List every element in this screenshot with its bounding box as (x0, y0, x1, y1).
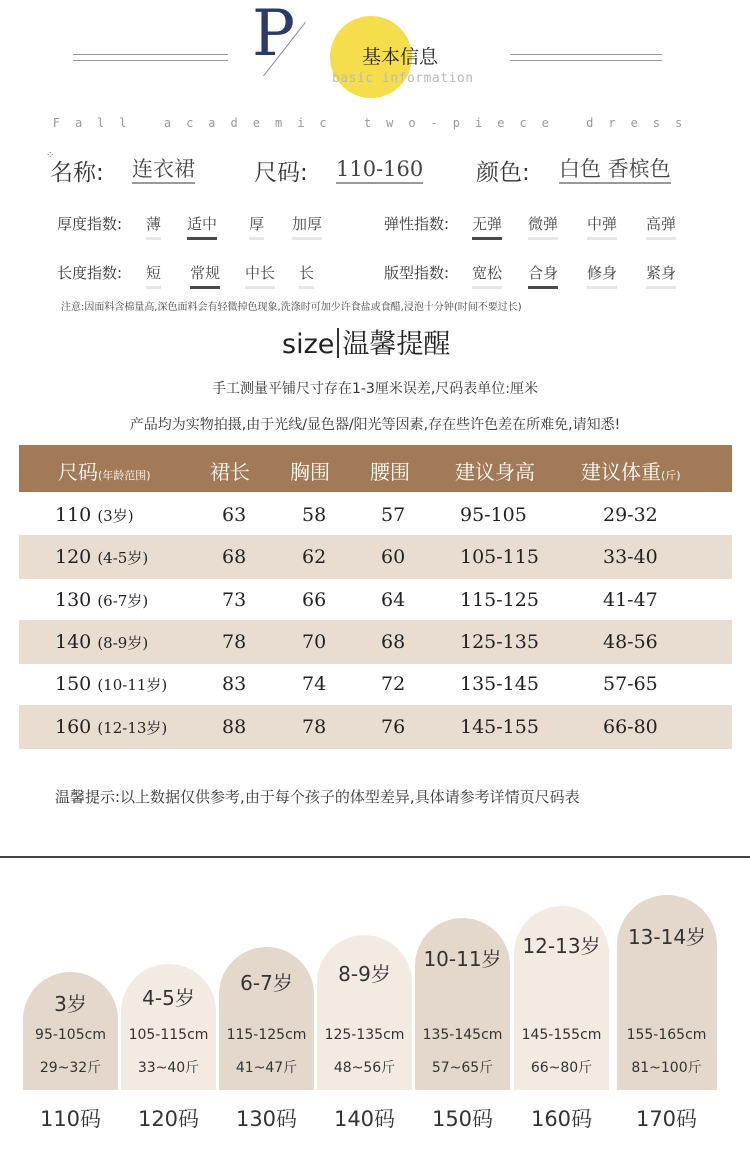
cell-size-code: 110 (55, 504, 92, 526)
fit-option: 修身 (587, 262, 617, 289)
header-line-right-top (510, 54, 662, 55)
cell-length: 68 (222, 546, 247, 568)
color-label: 颜色: (476, 160, 530, 186)
arch-age: 3岁 (54, 992, 87, 1016)
elasticity-option: 中弹 (587, 213, 617, 240)
cell-waist: 68 (381, 631, 406, 653)
size-code-label: 120码 (137, 1107, 200, 1131)
arch-age: 12-13岁 (522, 934, 601, 958)
cell-weight: 48-56 (603, 631, 658, 653)
cell-age: (12-13岁) (97, 719, 168, 737)
cell-height: 125-135 (460, 631, 539, 653)
elasticity-option: 高弹 (646, 213, 676, 240)
cell-size-code: 130 (55, 589, 92, 611)
section-divider (0, 856, 750, 858)
cell-size-code: 160 (55, 716, 92, 738)
thickness-option: 加厚 (292, 213, 322, 240)
cell-height: 95-105 (460, 504, 527, 526)
cell-length: 78 (222, 631, 247, 653)
arch-height: 135-145cm (422, 1027, 503, 1043)
header-waist: 腰围 (370, 460, 410, 484)
thickness-option: 厚 (249, 213, 264, 240)
size-heading-right: 温馨提醒 (342, 329, 451, 360)
cell-age: (8-9岁) (97, 634, 149, 652)
cell-waist: 72 (381, 673, 406, 695)
arch-weight: 48~56斤 (333, 1060, 396, 1076)
length-option-selected: 常规 (190, 262, 220, 289)
arch-weight: 33~40斤 (137, 1060, 200, 1076)
measure-tip: 手工测量平铺尺寸存在1-3厘米误差,尺码表单位:厘米 (211, 381, 539, 397)
cell-age: (6-7岁) (97, 592, 149, 610)
size-code-label: 130码 (235, 1107, 298, 1131)
header-size (58, 456, 151, 485)
cell-chest: 78 (302, 716, 327, 738)
cell-chest: 58 (302, 504, 327, 526)
header-size-note: (年龄范围) (98, 469, 151, 482)
cell-size-code: 120 (55, 546, 92, 568)
size-code-label: 160码 (530, 1107, 593, 1131)
elasticity-option: 微弹 (528, 213, 558, 240)
elasticity-label: 弹性指数: (384, 215, 450, 233)
cell-chest: 74 (302, 673, 327, 695)
cell-weight: 66-80 (603, 716, 658, 738)
size-code-label: 170码 (635, 1107, 698, 1131)
header-weight-text: 建议体重 (581, 460, 661, 484)
size-value: 110-160 (336, 157, 423, 184)
cell-weight: 29-32 (603, 504, 658, 526)
thickness-option: 薄 (146, 213, 161, 240)
cell-weight: 41-47 (603, 589, 658, 611)
size-heading-separator (337, 328, 339, 358)
cell-chest: 70 (302, 631, 327, 653)
cell-waist: 76 (381, 716, 406, 738)
warm-tip: 温馨提示:以上数据仅供参考,由于每个孩子的体型差异,具体请参考详情页尺码表 (55, 788, 580, 806)
arch-age: 8-9岁 (338, 962, 391, 986)
thickness-label: 厚度指数: (57, 215, 123, 233)
cell-height: 105-115 (460, 546, 539, 568)
cell-size (55, 493, 134, 538)
name-value: 连衣裙 (132, 157, 195, 184)
header-line-right-bottom (510, 60, 662, 61)
tagline: Fall academic two-piece dress (52, 116, 698, 130)
name-label: 名称: (50, 160, 104, 186)
cell-size (55, 578, 148, 623)
arch-weight: 57~65斤 (431, 1060, 494, 1076)
arch-weight: 81~100斤 (631, 1060, 702, 1076)
length-label: 长度指数: (57, 264, 123, 282)
size-code-label: 110码 (39, 1107, 102, 1131)
cell-chest: 66 (302, 589, 327, 611)
cell-length: 83 (222, 673, 247, 695)
header-line-left-bottom (73, 60, 228, 61)
size-code-label: 150码 (431, 1107, 494, 1131)
arch-age: 4-5岁 (142, 986, 195, 1010)
color-tip: 产品均为实物拍摄,由于光线/显色器/阳光等因素,存在些许色差在所难免,请知悉! (129, 417, 621, 433)
cell-length: 63 (222, 504, 247, 526)
cell-waist: 64 (381, 589, 406, 611)
size-heading-left: size (282, 329, 335, 360)
cell-height: 135-145 (460, 673, 539, 695)
size-code-label: 140码 (333, 1107, 396, 1131)
arch-age: 10-11岁 (423, 947, 502, 971)
cell-size (55, 535, 148, 580)
size-label: 尺码: (254, 160, 308, 186)
cell-age: (3岁) (97, 507, 134, 525)
arch-age: 6-7岁 (240, 971, 293, 995)
washing-note: 注意:因面料含棉量高,深色面料会有轻微掉色现象,洗涤时可加少许食盐或食醋,浸泡十分钟(时间不要过长) (61, 302, 522, 313)
cell-height: 145-155 (460, 716, 539, 738)
size-heading (282, 322, 450, 361)
arch-height: 115-125cm (226, 1027, 307, 1043)
fit-label: 版型指数: (384, 264, 450, 282)
cell-size-code: 140 (55, 631, 92, 653)
header-size-text: 尺码 (58, 460, 98, 484)
header-line-left-top (73, 54, 228, 55)
arch-weight: 66~80斤 (530, 1060, 593, 1076)
bullet-mark: ⁘ (46, 150, 55, 161)
cell-size (55, 662, 167, 707)
header-chest: 胸围 (290, 460, 330, 484)
cell-size (55, 705, 167, 750)
header-letter: P (252, 0, 296, 71)
length-option: 短 (146, 262, 161, 289)
cell-waist: 60 (381, 546, 406, 568)
thickness-option-selected: 适中 (187, 213, 217, 240)
header-length: 裙长 (210, 460, 250, 484)
section-title: 基本信息 (362, 46, 439, 68)
cell-size (55, 620, 148, 665)
arch-height: 125-135cm (324, 1027, 405, 1043)
arch-height: 105-115cm (128, 1027, 209, 1043)
header-weight-unit: (斤) (661, 469, 681, 482)
fit-option-selected: 合身 (528, 262, 558, 289)
cell-waist: 57 (381, 504, 406, 526)
section-subtitle: basic information (332, 71, 474, 86)
fit-option: 紧身 (646, 262, 676, 289)
cell-size-code: 150 (55, 673, 92, 695)
color-value: 白色 香槟色 (559, 157, 671, 184)
cell-age: (4-5岁) (97, 549, 149, 567)
arch-height: 155-165cm (626, 1027, 707, 1043)
arch-height: 95-105cm (35, 1027, 106, 1043)
cell-age: (10-11岁) (97, 676, 168, 694)
cell-length: 88 (222, 716, 247, 738)
header-height: 建议身高 (455, 460, 535, 484)
fit-option: 宽松 (472, 262, 502, 289)
cell-height: 115-125 (460, 589, 539, 611)
arch-weight: 29~32斤 (39, 1060, 102, 1076)
arch-weight: 41~47斤 (235, 1060, 298, 1076)
cell-weight: 33-40 (603, 546, 658, 568)
length-option: 长 (299, 262, 314, 289)
header-weight (581, 456, 681, 485)
cell-length: 73 (222, 589, 247, 611)
elasticity-option-selected: 无弹 (472, 213, 502, 240)
arch-height: 145-155cm (521, 1027, 602, 1043)
arch-age: 13-14岁 (627, 925, 707, 949)
cell-weight: 57-65 (603, 673, 658, 695)
length-option: 中长 (245, 262, 275, 289)
cell-chest: 62 (302, 546, 327, 568)
